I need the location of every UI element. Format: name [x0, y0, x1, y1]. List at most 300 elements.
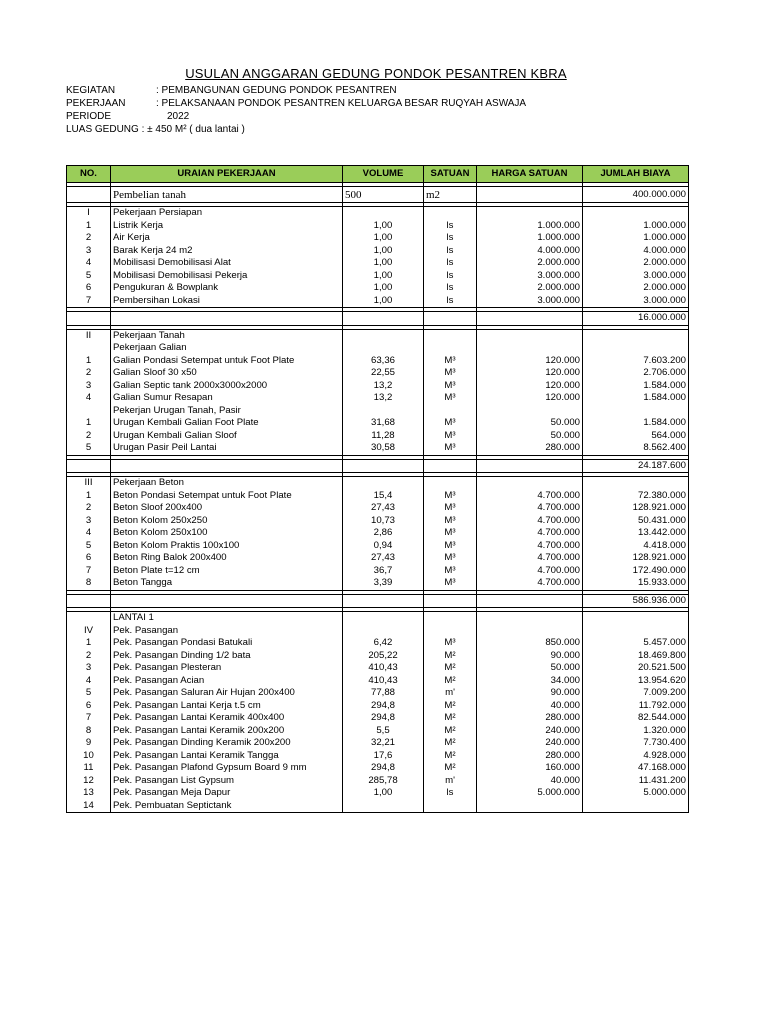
row-unit — [424, 459, 477, 473]
row-description: Pekerjan Urugan Tanah, Pasir — [111, 405, 343, 418]
row-description — [111, 459, 343, 473]
info-periode — [66, 110, 189, 123]
row-unit-price: 280.000 — [477, 442, 583, 455]
row-description: Mobilisasi Demobilisasi Alat — [111, 257, 343, 270]
table-row — [67, 662, 689, 675]
row-unit: M² — [424, 737, 477, 750]
row-number — [67, 612, 111, 625]
row-unit-price: 90.000 — [477, 687, 583, 700]
row-description: Pekerjaan Beton — [111, 477, 343, 490]
info-key: PERIODE — [66, 111, 112, 122]
row-description: Beton Kolom 250x100 — [111, 527, 343, 540]
table-row — [67, 762, 689, 775]
table-row — [67, 577, 689, 590]
row-total: 16.000.000 — [583, 312, 689, 326]
row-volume — [343, 800, 424, 813]
row-unit: M³ — [424, 417, 477, 430]
table-row — [67, 232, 689, 245]
row-volume: 1,00 — [343, 257, 424, 270]
row-unit-price: 40.000 — [477, 775, 583, 788]
row-unit: m' — [424, 775, 477, 788]
row-unit: M² — [424, 762, 477, 775]
row-volume: 36,7 — [343, 565, 424, 578]
row-description: Pembersihan Lokasi — [111, 295, 343, 308]
row-number: 1 — [67, 355, 111, 368]
row-total — [583, 207, 689, 220]
row-volume: 63,36 — [343, 355, 424, 368]
row-total: 128.921.000 — [583, 552, 689, 565]
row-description — [111, 594, 343, 608]
table-row — [67, 417, 689, 430]
row-unit-price: 50.000 — [477, 417, 583, 430]
row-volume — [343, 625, 424, 638]
row-number: 1 — [67, 490, 111, 503]
row-volume: 410,43 — [343, 675, 424, 688]
row-total: 47.168.000 — [583, 762, 689, 775]
row-total: 1.584.000 — [583, 380, 689, 393]
row-unit-price: 3.000.000 — [477, 270, 583, 283]
row-volume: 1,00 — [343, 270, 424, 283]
row-unit-price: 50.000 — [477, 430, 583, 443]
row-unit — [424, 312, 477, 326]
row-number: 4 — [67, 527, 111, 540]
row-unit-price: 280.000 — [477, 712, 583, 725]
info-pekerjaan — [66, 97, 526, 110]
row-unit — [424, 625, 477, 638]
row-number: 6 — [67, 700, 111, 713]
row-description: Pembelian tanah — [111, 187, 343, 203]
row-number — [67, 459, 111, 473]
row-description: Pek. Pasangan Plafond Gypsum Board 9 mm — [111, 762, 343, 775]
row-total: 50.431.000 — [583, 515, 689, 528]
row-total: 1.320.000 — [583, 725, 689, 738]
row-volume: 30,58 — [343, 442, 424, 455]
section-row — [67, 207, 689, 220]
table-row — [67, 257, 689, 270]
row-volume — [343, 477, 424, 490]
row-unit: M² — [424, 662, 477, 675]
row-unit-price: 5.000.000 — [477, 787, 583, 800]
row-number: 2 — [67, 367, 111, 380]
row-description: Pek. Pasangan Meja Dapur — [111, 787, 343, 800]
row-volume: 410,43 — [343, 662, 424, 675]
row-unit: M² — [424, 650, 477, 663]
row-number: 1 — [67, 637, 111, 650]
row-volume: 1,00 — [343, 245, 424, 258]
row-volume: 2,86 — [343, 527, 424, 540]
row-volume: 1,00 — [343, 232, 424, 245]
info-kegiatan — [66, 84, 397, 97]
row-number: 2 — [67, 502, 111, 515]
row-total: 8.562.400 — [583, 442, 689, 455]
row-unit: ls — [424, 257, 477, 270]
row-number: 10 — [67, 750, 111, 763]
row-unit-price: 2.000.000 — [477, 257, 583, 270]
row-number: 8 — [67, 577, 111, 590]
row-number: 5 — [67, 687, 111, 700]
info-value: : PEMBANGUNAN GEDUNG PONDOK PESANTREN — [156, 85, 397, 96]
row-number: 6 — [67, 282, 111, 295]
info-key: KEGIATAN — [66, 85, 116, 96]
row-unit-price: 1.000.000 — [477, 232, 583, 245]
subtotal-row — [67, 312, 689, 326]
row-description: Galian Septic tank 2000x3000x2000 — [111, 380, 343, 393]
row-total — [583, 612, 689, 625]
row-volume — [343, 594, 424, 608]
row-total: 18.469.800 — [583, 650, 689, 663]
row-number: I — [67, 207, 111, 220]
row-number: 12 — [67, 775, 111, 788]
row-description: Pek. Pasangan Lantai Kerja t.5 cm — [111, 700, 343, 713]
row-total: 1.000.000 — [583, 220, 689, 233]
row-unit: M³ — [424, 367, 477, 380]
row-description: Beton Sloof 200x400 — [111, 502, 343, 515]
row-unit: M³ — [424, 552, 477, 565]
col-header-jumlah-biaya: JUMLAH BIAYA — [583, 166, 689, 183]
row-description: Beton Plate t=12 cm — [111, 565, 343, 578]
row-number: 11 — [67, 762, 111, 775]
row-volume: 0,94 — [343, 540, 424, 553]
table-row — [67, 675, 689, 688]
row-unit — [424, 594, 477, 608]
row-volume: 31,68 — [343, 417, 424, 430]
row-description: Pek. Pasangan Pondasi Batukali — [111, 637, 343, 650]
document-title: USULAN ANGGARAN GEDUNG PONDOK PESANTREN KBRA — [185, 66, 567, 81]
row-number: II — [67, 329, 111, 342]
row-number: 14 — [67, 800, 111, 813]
table-row — [67, 392, 689, 405]
table-row — [67, 367, 689, 380]
row-unit: M³ — [424, 515, 477, 528]
row-volume: 17,6 — [343, 750, 424, 763]
table-row — [67, 787, 689, 800]
info-luas-gedung — [66, 123, 245, 136]
row-volume — [343, 459, 424, 473]
row-unit-price: 34.000 — [477, 675, 583, 688]
row-unit: ls — [424, 295, 477, 308]
row-unit-price — [477, 329, 583, 342]
row-total: 72.380.000 — [583, 490, 689, 503]
row-unit: ls — [424, 282, 477, 295]
row-total: 7.009.200 — [583, 687, 689, 700]
table-row — [67, 565, 689, 578]
row-volume: 10,73 — [343, 515, 424, 528]
row-total — [583, 405, 689, 418]
row-description: Pek. Pasangan Dinding Keramik 200x200 — [111, 737, 343, 750]
row-volume: 27,43 — [343, 502, 424, 515]
row-unit — [424, 342, 477, 355]
row-number: 5 — [67, 270, 111, 283]
row-description: Pek. Pasangan Lantai Keramik Tangga — [111, 750, 343, 763]
row-number: 3 — [67, 662, 111, 675]
row-volume: 294,8 — [343, 712, 424, 725]
row-total: 4.418.000 — [583, 540, 689, 553]
section-row — [67, 342, 689, 355]
row-unit-price: 4.700.000 — [477, 490, 583, 503]
row-unit-price — [477, 207, 583, 220]
section-row — [67, 329, 689, 342]
row-total: 564.000 — [583, 430, 689, 443]
table-row — [67, 515, 689, 528]
row-description: Barak Kerja 24 m2 — [111, 245, 343, 258]
row-description: Beton Ring Balok 200x400 — [111, 552, 343, 565]
table-row — [67, 442, 689, 455]
info-value: 2022 — [167, 111, 190, 122]
row-number: 8 — [67, 725, 111, 738]
row-number: 3 — [67, 380, 111, 393]
row-unit-price: 120.000 — [477, 380, 583, 393]
row-unit-price — [477, 477, 583, 490]
row-description — [111, 312, 343, 326]
row-volume: 1,00 — [343, 295, 424, 308]
row-number — [67, 405, 111, 418]
table-row — [67, 355, 689, 368]
row-unit-price: 4.000.000 — [477, 245, 583, 258]
row-unit: M³ — [424, 577, 477, 590]
row-unit-price: 160.000 — [477, 762, 583, 775]
row-description: Pekerjaan Persiapan — [111, 207, 343, 220]
row-description: Pek. Pasangan Acian — [111, 675, 343, 688]
table-row — [67, 282, 689, 295]
row-unit-price: 50.000 — [477, 662, 583, 675]
row-unit: m2 — [424, 187, 477, 203]
row-unit-price — [477, 594, 583, 608]
row-total: 172.490.000 — [583, 565, 689, 578]
col-header-satuan: SATUAN — [424, 166, 477, 183]
row-unit: M³ — [424, 355, 477, 368]
row-unit-price — [477, 187, 583, 203]
row-unit — [424, 329, 477, 342]
row-unit: M³ — [424, 392, 477, 405]
row-unit: M² — [424, 725, 477, 738]
row-unit: ls — [424, 270, 477, 283]
row-number: 3 — [67, 245, 111, 258]
row-description: Beton Kolom Praktis 100x100 — [111, 540, 343, 553]
row-total: 400.000.000 — [583, 187, 689, 203]
row-unit: M³ — [424, 490, 477, 503]
row-volume: 294,8 — [343, 700, 424, 713]
info-value: LUAS GEDUNG : ± 450 M² ( dua lantai ) — [66, 124, 245, 135]
row-unit-price — [477, 612, 583, 625]
row-description: Urugan Kembali Galian Sloof — [111, 430, 343, 443]
row-unit-price: 40.000 — [477, 700, 583, 713]
table-row — [67, 245, 689, 258]
row-unit-price — [477, 312, 583, 326]
row-description: Pek. Pasangan Plesteran — [111, 662, 343, 675]
row-description: Beton Kolom 250x250 — [111, 515, 343, 528]
row-unit: M² — [424, 700, 477, 713]
row-description: Galian Sloof 30 x50 — [111, 367, 343, 380]
row-number: 7 — [67, 712, 111, 725]
table-row — [67, 800, 689, 813]
row-unit-price — [477, 800, 583, 813]
row-total: 1.000.000 — [583, 232, 689, 245]
table-row — [67, 187, 689, 203]
row-total: 2.000.000 — [583, 282, 689, 295]
row-volume: 294,8 — [343, 762, 424, 775]
row-total: 2.706.000 — [583, 367, 689, 380]
row-number: 6 — [67, 552, 111, 565]
row-number: 7 — [67, 565, 111, 578]
row-description: Urugan Pasir Peil Lantai — [111, 442, 343, 455]
row-unit: M² — [424, 675, 477, 688]
row-total: 7.603.200 — [583, 355, 689, 368]
row-total: 13.442.000 — [583, 527, 689, 540]
row-volume: 205,22 — [343, 650, 424, 663]
table-body — [67, 183, 689, 813]
row-unit-price: 4.700.000 — [477, 515, 583, 528]
row-number — [67, 342, 111, 355]
table-row — [67, 700, 689, 713]
row-total — [583, 477, 689, 490]
table-row — [67, 380, 689, 393]
row-volume: 5,5 — [343, 725, 424, 738]
row-description: Urugan Kembali Galian Foot Plate — [111, 417, 343, 430]
row-total: 20.521.500 — [583, 662, 689, 675]
row-unit-price: 240.000 — [477, 737, 583, 750]
row-unit-price: 280.000 — [477, 750, 583, 763]
row-description: Pekerjaan Galian — [111, 342, 343, 355]
row-unit-price: 2.000.000 — [477, 282, 583, 295]
row-unit-price: 4.700.000 — [477, 577, 583, 590]
row-volume: 15,4 — [343, 490, 424, 503]
row-unit: M³ — [424, 637, 477, 650]
row-number: 3 — [67, 515, 111, 528]
col-header-harga-satuan: HARGA SATUAN — [477, 166, 583, 183]
row-total — [583, 342, 689, 355]
table-row — [67, 527, 689, 540]
row-description: Pek. Pembuatan Septictank — [111, 800, 343, 813]
row-total: 586.936.000 — [583, 594, 689, 608]
row-unit: M³ — [424, 380, 477, 393]
row-unit-price — [477, 342, 583, 355]
row-total: 11.792.000 — [583, 700, 689, 713]
row-volume — [343, 612, 424, 625]
table-row — [67, 502, 689, 515]
row-unit: ls — [424, 220, 477, 233]
row-volume — [343, 405, 424, 418]
row-volume: 3,39 — [343, 577, 424, 590]
row-unit-price: 1.000.000 — [477, 220, 583, 233]
row-total: 11.431.200 — [583, 775, 689, 788]
row-unit-price: 3.000.000 — [477, 295, 583, 308]
row-volume: 27,43 — [343, 552, 424, 565]
row-volume: 32,21 — [343, 737, 424, 750]
section-row — [67, 612, 689, 625]
row-volume: 77,88 — [343, 687, 424, 700]
row-number: 13 — [67, 787, 111, 800]
row-number: 4 — [67, 257, 111, 270]
row-description: Beton Tangga — [111, 577, 343, 590]
row-number: 7 — [67, 295, 111, 308]
row-number: 5 — [67, 540, 111, 553]
row-number: IV — [67, 625, 111, 638]
table-row — [67, 687, 689, 700]
row-unit-price: 4.700.000 — [477, 527, 583, 540]
row-description: Galian Sumur Resapan — [111, 392, 343, 405]
row-volume: 6,42 — [343, 637, 424, 650]
row-total: 13.954.620 — [583, 675, 689, 688]
row-unit-price: 4.700.000 — [477, 540, 583, 553]
row-number: 4 — [67, 675, 111, 688]
row-volume: 1,00 — [343, 282, 424, 295]
table-row — [67, 712, 689, 725]
row-total: 5.457.000 — [583, 637, 689, 650]
row-total — [583, 329, 689, 342]
row-volume: 500 — [343, 187, 424, 203]
row-total — [583, 625, 689, 638]
table-row — [67, 737, 689, 750]
row-description: Galian Pondasi Setempat untuk Foot Plate — [111, 355, 343, 368]
subtotal-row — [67, 594, 689, 608]
row-unit-price — [477, 405, 583, 418]
row-unit-price: 4.700.000 — [477, 565, 583, 578]
row-description: Pekerjaan Tanah — [111, 329, 343, 342]
row-total: 82.544.000 — [583, 712, 689, 725]
info-value: : PELAKSANAAN PONDOK PESANTREN KELUARGA BESAR RUQYAH ASWAJA — [156, 98, 527, 109]
row-unit — [424, 612, 477, 625]
row-volume: 11,28 — [343, 430, 424, 443]
row-total: 128.921.000 — [583, 502, 689, 515]
row-description: Pek. Pasangan Dinding 1/2 bata — [111, 650, 343, 663]
row-total: 1.584.000 — [583, 392, 689, 405]
table-row — [67, 775, 689, 788]
row-unit-price: 90.000 — [477, 650, 583, 663]
row-number: 1 — [67, 417, 111, 430]
section-row — [67, 625, 689, 638]
row-description: Air Kerja — [111, 232, 343, 245]
row-total: 1.584.000 — [583, 417, 689, 430]
row-volume: 13,2 — [343, 380, 424, 393]
row-unit: M² — [424, 750, 477, 763]
row-unit — [424, 405, 477, 418]
row-total: 3.000.000 — [583, 295, 689, 308]
row-unit-price: 120.000 — [477, 367, 583, 380]
row-description: Pek. Pasangan List Gypsum — [111, 775, 343, 788]
row-number: III — [67, 477, 111, 490]
row-volume — [343, 207, 424, 220]
row-unit: ls — [424, 232, 477, 245]
row-unit-price: 4.700.000 — [477, 552, 583, 565]
row-description: Pek. Pasangan Saluran Air Hujan 200x400 — [111, 687, 343, 700]
row-volume: 1,00 — [343, 220, 424, 233]
row-number — [67, 594, 111, 608]
row-total: 5.000.000 — [583, 787, 689, 800]
row-description: Pengukuran & Bowplank — [111, 282, 343, 295]
row-unit-price: 850.000 — [477, 637, 583, 650]
row-unit-price: 120.000 — [477, 392, 583, 405]
budget-table — [66, 165, 689, 813]
table-row — [67, 750, 689, 763]
table-row — [67, 552, 689, 565]
subtotal-row — [67, 459, 689, 473]
table-row — [67, 540, 689, 553]
col-header-uraian: URAIAN PEKERJAAN — [111, 166, 343, 183]
row-unit-price: 4.700.000 — [477, 502, 583, 515]
row-unit — [424, 207, 477, 220]
row-volume — [343, 312, 424, 326]
col-header-no: NO. — [67, 166, 111, 183]
row-unit: M³ — [424, 565, 477, 578]
info-key: PEKERJAAN — [66, 98, 126, 109]
row-total: 2.000.000 — [583, 257, 689, 270]
row-number: 2 — [67, 650, 111, 663]
row-number: 5 — [67, 442, 111, 455]
row-description: Beton Pondasi Setempat untuk Foot Plate — [111, 490, 343, 503]
row-number: 9 — [67, 737, 111, 750]
row-unit: M³ — [424, 502, 477, 515]
row-unit: M³ — [424, 540, 477, 553]
